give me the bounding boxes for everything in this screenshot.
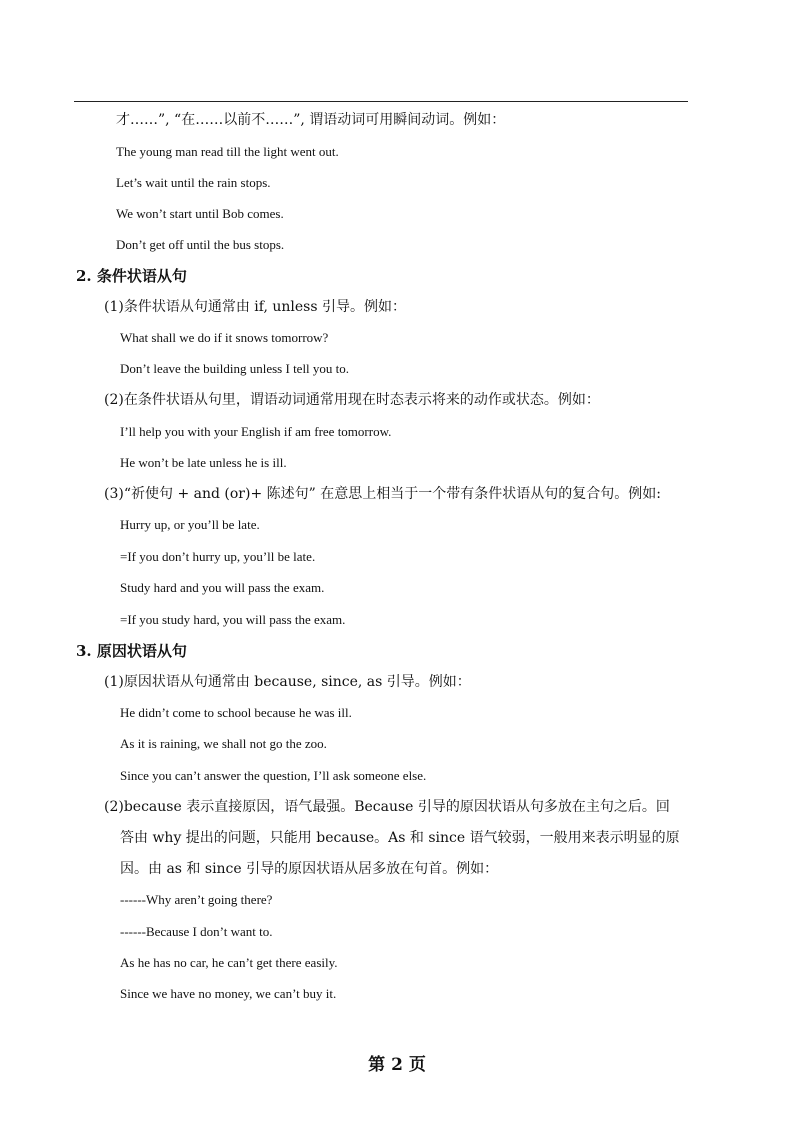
section-heading-conditional: 2. 条件状语从句 xyxy=(76,267,187,285)
example-sentence: What shall we do if it snows tomorrow? xyxy=(120,330,329,345)
example-sentence: Study hard and you will pass the exam. xyxy=(120,580,325,595)
rule-text: (3)“祈使句 + and (or)+ 陈述句” 在意思上相当于一个带有条件状语从句的复合句。例如: xyxy=(104,486,661,502)
example-sentence: As it is raining, we shall not go the zoo. xyxy=(120,736,327,751)
example-sentence: ------Because I don’t want to. xyxy=(120,924,273,939)
example-sentence: =If you study hard, you will pass the exam. xyxy=(120,612,346,627)
rule-text: 答由 why 提出的问题，只能用 because。As 和 since 语气较弱，一般用来表示明显的原 xyxy=(120,830,680,846)
example-sentence: Don’t leave the building unless I tell you to. xyxy=(120,361,350,376)
example-sentence: We won’t start until Bob comes. xyxy=(116,206,284,221)
example-sentence: The young man read till the light went out. xyxy=(116,144,339,159)
example-sentence: He didn’t come to school because he was ill. xyxy=(120,705,352,720)
rule-text: 因。由 as 和 since 引导的原因状语从居多放在句首。例如： xyxy=(120,861,499,877)
example-sentence: =If you don’t hurry up, you’ll be late. xyxy=(120,549,316,564)
rule-text: (1)条件状语从句通常由 if, unless 引导。例如： xyxy=(104,299,406,315)
example-sentence: As he has no car, he can’t get there easily. xyxy=(120,955,338,970)
rule-text: (2)because 表示直接原因，语气最强。Because 引导的原因状语从句多放在主句之后。回 xyxy=(104,799,670,815)
example-sentence: Hurry up, or you’ll be late. xyxy=(120,517,260,532)
intro-text: 才……”, “在……以前不……”, 谓语动词可用瞬间动词。例如： xyxy=(116,112,506,128)
example-sentence: Let’s wait until the rain stops. xyxy=(116,175,271,190)
section-heading-reason: 3. 原因状语从句 xyxy=(76,642,187,660)
example-sentence: He won’t be late unless he is ill. xyxy=(120,455,287,470)
rule-text: (2)在条件状语从句里，谓语动词通常用现在时态表示将来的动作或状态。例如： xyxy=(104,392,600,408)
example-sentence: I’ll help you with your English if am free tomorrow. xyxy=(120,424,392,439)
example-sentence: ------Why aren’t going there? xyxy=(120,892,273,907)
rule-text: (1)原因状语从句通常由 because, since, as 引导。例如： xyxy=(104,674,471,690)
page-number: 第 2 页 xyxy=(368,1055,426,1075)
example-sentence: Since we have no money, we can’t buy it. xyxy=(120,986,337,1001)
header-rule xyxy=(74,101,688,102)
example-sentence: Don’t get off until the bus stops. xyxy=(116,237,285,252)
example-sentence: Since you can’t answer the question, I’ll ask someone else. xyxy=(120,768,427,783)
